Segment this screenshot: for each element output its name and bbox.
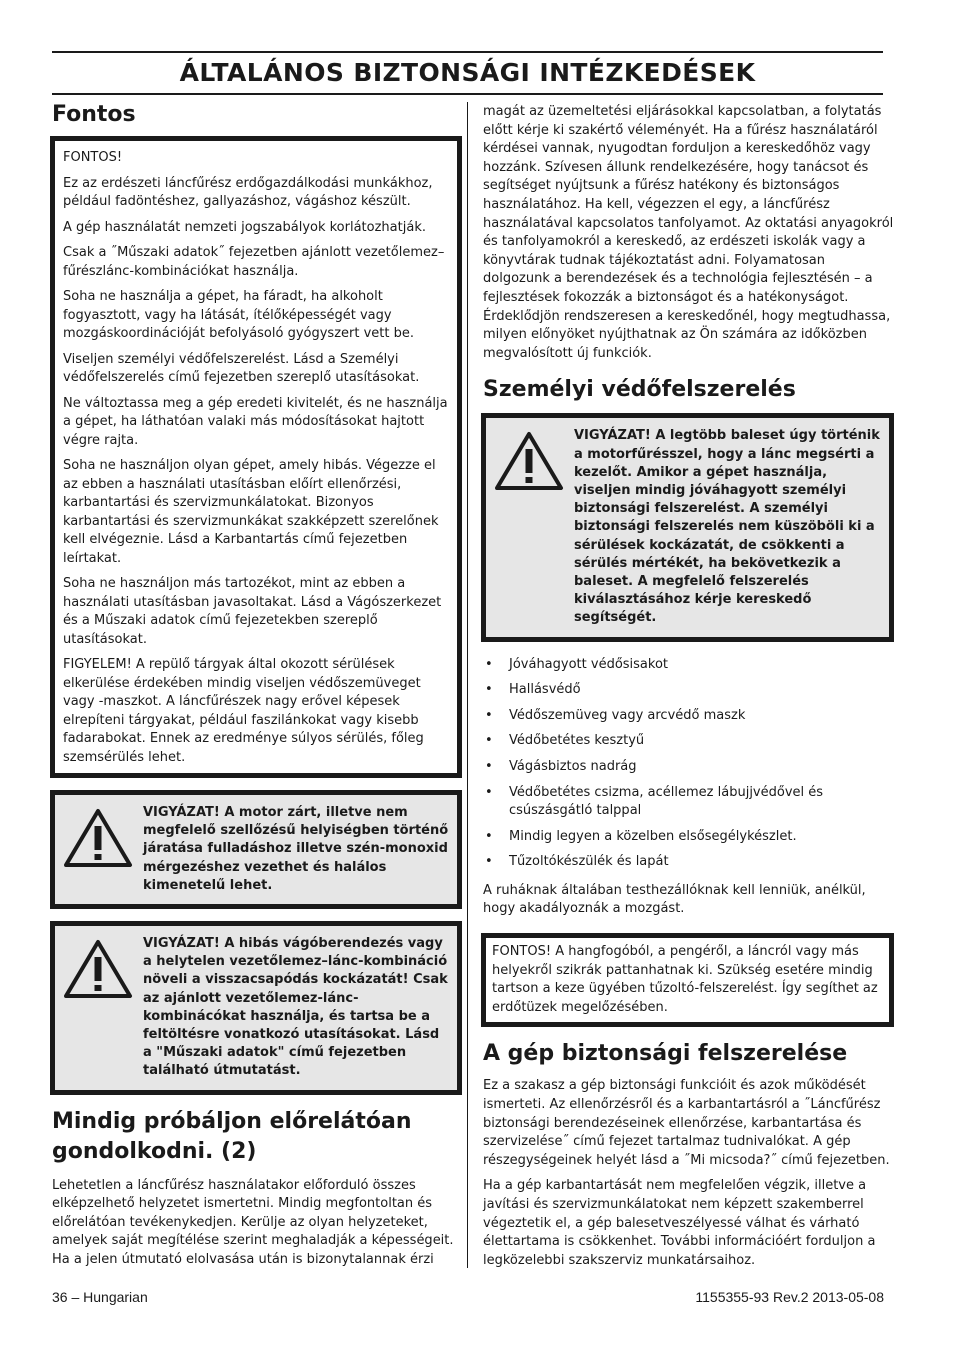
list-item: • Védőszemüveg vagy arcvédő maszk bbox=[483, 707, 894, 726]
right-column bbox=[481, 103, 894, 1277]
list-item: • Vágásbiztos nadrág bbox=[483, 758, 894, 777]
machine-safety-text: Ha a gép karbantartását nem megfelelően végzik, illetve a javítási és szervizmunkálatokat nem képzett szakemberrel végeztetik el, a gép balesetveszélyessé válhat és várható élettartama is csökkenhet. További információért forduljon a legközelebbi szakszerviz munkatársaihoz. bbox=[483, 1178, 876, 1268]
left-column bbox=[50, 100, 462, 1277]
page-title: ÁLTALÁNOS BIZTONSÁGI INTÉZKEDÉSEK bbox=[179, 58, 756, 87]
think-ahead-text: Lehetetlen a láncfűrész használatakor előforduló összes elképzelhető helyzetet ismertetni. Mindig megfontoltan és előrelátóan tevékenykedjen. Kerülje az olyan helyzeteket, amelyek saját megítélése szerint meghaladják a képességeit. Ha a jelen útmutató elolvasása után is bizonytalannak érzi bbox=[52, 1177, 454, 1268]
ppe-heading: Személyi védőfelszerelés bbox=[483, 377, 796, 403]
warning-text: VIGYÁZAT! A legtöbb baleset úgy történik a motorfűrésszel, hogy a lánc megsérti a kezelőt. Amikor a gépet használja, viseljen mindig jóváhagyott személyi biztonsági felszerelést. A személyi biztonsági felszerelés nem küszöböli ki a sérülések kockázatát, de csökkenti a sérülés mértékét, ha bekövetkezik a baleset. A megfelelő felszerelés kiválasztásához kérje kereskedő segítségét. bbox=[574, 428, 880, 626]
clothing-text: A ruháknak általában testhezállóknak kell lenniük, anélkül, hogy akadályoznák a mozgást. bbox=[483, 882, 866, 917]
list-item: • Védőbetétes csizma, acéllemez lábujjvédővel és csúszásgátló talppal bbox=[483, 784, 894, 821]
fontos-paragraph: Soha ne használjon olyan gépet, amely hibás. Végezze el az ebben a használati utasításban előírt ellenőrzési, karbantartási és szervizmunkálatokat. Bizonyos karbantartási és szervizmunkákat szakképzett szerelőnek kell elvégeznie. Lásd a Karbantartás című fejezetben leírtakat. bbox=[63, 458, 439, 566]
warning-box-ppe bbox=[481, 413, 894, 641]
fontos-paragraph: A gép használatát nemzeti jogszabályok korlátozhatják. bbox=[63, 219, 426, 235]
fontos-notice-box bbox=[50, 136, 462, 778]
fontos-paragraph: Ez az erdészeti láncfűrész erdőgazdálkodási munkákhoz, például fadöntéshez, gallyazáshoz, vágáshoz készült. bbox=[63, 175, 433, 209]
list-item: • Hallásvédő bbox=[483, 681, 894, 700]
fontos-heading: Fontos bbox=[52, 102, 136, 127]
continuation-text: magát az üzemeltetési eljárásokkal kapcsolatban, a folytatás előtt kérje ki szakértő véleményét. Ha a fűrész használatáról kérdései vannak, nyugodtan forduljon a kereskedőhöz vagy hozzánk. Szívesen állunk rendelkezésére, hogy tanácsot és segítséget nyújtsunk a fűrész hatékony és biztonságos használatához. Ha kell, végezzen el egy, a láncfűrész használatával kapcsolatos tanfolyamot. Az oktatási anyagokról és tanfolyamokról a kereskedő, az erdészeti iskolák vagy a könyvtárak tudnak tájékoztatást adni. Folyamatosan dolgozunk a berendezések és a technológia fejlesztésén – a fejlesztések fokozzák a biztonságot és a hatékonyságot. Érdeklődjön rendszeresen a kereskedőnél, hogy megtudhassa, milyen előnyöket nyújthatnak az Ön számára az időközben megvalósított új funkciók. bbox=[483, 104, 894, 361]
list-item: • Mindig legyen a közelben elsősegélykészlet. bbox=[483, 828, 894, 847]
fire-notice-text: FONTOS! A hangfogóból, a pengéről, a láncról vagy más helyekről szikrák pattanhatnak ki. Szükség esetére mindig tartson a keze ügyében tűzoltó-felszerelést. Így segíthet az erdőtüzek megelőzésében. bbox=[492, 944, 878, 1015]
fontos-paragraph: FONTOS! bbox=[63, 150, 123, 165]
list-item: • Jóváhagyott védősisakot bbox=[483, 656, 894, 675]
header-rule-top bbox=[52, 51, 883, 53]
warning-text: VIGYÁZAT! A hibás vágóberendezés vagy a helytelen vezetőlemez–lánc-kombináció növeli a visszacsapódás kockázatát! Csak az ajánlott vezetőlemez-lánc-kombinácókat használja, és tartsa be a feltöltésre vonatkozó utasításokat. Lásd a "Műszaki adatok" című fejezetben található útmutatást. bbox=[143, 936, 448, 1079]
fontos-paragraph: Soha ne használjon más tartozékot, mint az ebben a használati utasításban javasoltakat. Lásd a Vágószerkezet és a Műszaki adatok című fejezetekben szereplő utasításokat. bbox=[63, 576, 442, 647]
fontos-paragraph: FIGYELEM! A repülő tárgyak által okozott sérülések elkerülése érdekében mindig viseljen védőszemüveget vagy -maszkot. A láncfűrészek nagy erővel képesek elrepíteni tárgyakat, például faszilánkokat vagy kisebb fadarabokat. Ennek az eredménye súlyos sérülés, főleg szemsérülés lehet. bbox=[63, 657, 424, 765]
footer-document-id: 1155355-93 Rev.2 2013-05-08 bbox=[695, 1289, 884, 1305]
machine-safety-heading: A gép biztonsági felszerelése bbox=[483, 1041, 848, 1067]
warning-triangle-icon bbox=[63, 804, 133, 895]
fontos-paragraph: Ne változtassa meg a gép eredeti kivitelét, és ne használja a gépet, ha láthatóan valaki más módosításokat hajtott végre rajta. bbox=[63, 395, 448, 448]
think-ahead-heading: Mindig próbáljon előrelátóan gondolkodni. (2) bbox=[52, 1108, 412, 1164]
warning-triangle-icon bbox=[494, 427, 564, 627]
list-item: • Védőbetétes kesztyű bbox=[483, 732, 894, 751]
fontos-paragraph: Viseljen személyi védőfelszerelést. Lásd a Személyi védőfelszerelés című fejezetben szereplő utasításokat. bbox=[63, 351, 420, 385]
warning-box-ventilation bbox=[50, 790, 462, 909]
machine-safety-text: Ez a szakasz a gép biztonsági funkcióit és azok működését ismerteti. Az ellenőrzésről és a karbantartásról a ˝Láncfűrész biztonsági berendezéseinek ellenőrzése, karbantartása és szervizelése˝ című fejezet tartalmaz tudnivalókat. A gép részegységeinek helyét lásd a ˝Mi micsoda?˝ című fejezetben. bbox=[483, 1078, 890, 1168]
warning-text: VIGYÁZAT! A motor zárt, illetve nem megfelelő szellőzésű helyiségben történő járatása fulladáshoz illetve szén-monoxid mérgezéshez vezethet és halálos kimenetelű lehet. bbox=[143, 805, 449, 893]
fontos-paragraph: Csak a ˝Műszaki adatok˝ fejezetben ajánlott vezetőlemez–fűrészlánc-kombinációkat használja. bbox=[63, 245, 445, 279]
ppe-list bbox=[483, 656, 894, 872]
warning-triangle-icon bbox=[63, 935, 133, 1081]
footer-page-number: 36 – Hungarian bbox=[52, 1289, 148, 1305]
header-rule-bottom bbox=[52, 93, 883, 95]
fire-notice-box bbox=[481, 933, 894, 1027]
fontos-paragraph: Soha ne használja a gépet, ha fáradt, ha alkoholt fogyasztott, vagy ha látását, ítélőképességét vagy mozgáskoordinációját befolyásoló gyógyszert vett be. bbox=[63, 289, 414, 341]
list-item: • Tűzoltókészülék és lapát bbox=[483, 853, 894, 872]
column-divider bbox=[467, 102, 468, 1268]
warning-box-cutting-equipment bbox=[50, 921, 462, 1095]
